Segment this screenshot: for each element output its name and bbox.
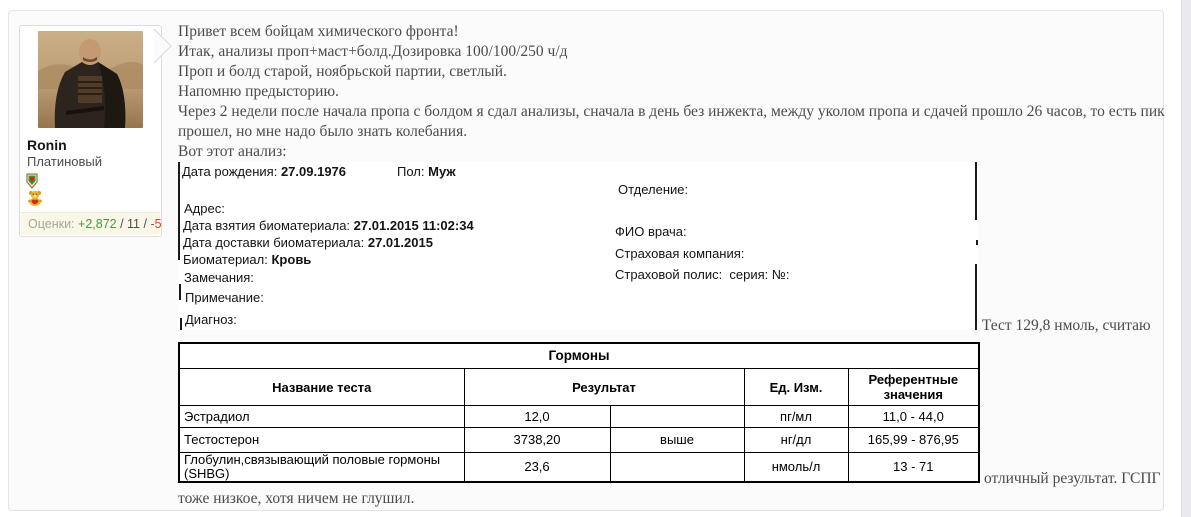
ratings-middle: / 11 / [116, 217, 151, 231]
field-diagnosis: Диагноз: [185, 312, 237, 327]
field-doctor: ФИО врача: [615, 224, 687, 239]
table-title-row [179, 343, 979, 369]
field-sex: Пол: Муж [397, 164, 456, 179]
samurai-avatar-image [38, 31, 143, 128]
cell-result: 3738,20 [464, 428, 610, 453]
cell-flag [610, 453, 744, 483]
forum-post-panel [8, 10, 1164, 511]
scan-edge-line [975, 264, 977, 330]
table-row [179, 428, 979, 453]
cell-result: 23,6 [464, 453, 610, 483]
scan-edge-line [975, 162, 977, 220]
cell-unit: пг/мл [744, 406, 848, 428]
field-note: Примечание: [185, 290, 264, 305]
field-remarks: Замечания: [184, 270, 254, 285]
cell-ref: 11,0 - 44,0 [848, 406, 979, 428]
user-rank: Платиновый [27, 154, 103, 169]
page-scrollbar[interactable] [1181, 0, 1191, 517]
table-row [179, 406, 979, 428]
table-title: Гормоны [179, 343, 979, 369]
post-line: Итак, анализы проп+маст+болд.Дозировка 100/100/250 ч/д [178, 43, 568, 60]
ratings-label: Оценки: [28, 217, 75, 231]
cell-ref: 13 - 71 [848, 453, 979, 483]
field-biomaterial-taken: Дата взятия биоматериала: 27.01.2015 11:02:34 [183, 218, 474, 233]
ratings-negative: -5 [150, 217, 162, 231]
cell-result: 12,0 [464, 406, 610, 428]
post-closing-text: отличный результат. ГСПГ тоже низкое, хотя ничем не глушил. [178, 470, 1161, 507]
table-header-row [179, 369, 979, 406]
teddy-bear-icon [26, 190, 161, 206]
field-biomaterial-delivered: Дата доставки биоматериала: 27.01.2015 [183, 235, 433, 250]
post-line: Напомню предысторию. [178, 83, 339, 100]
user-card [19, 25, 162, 237]
bubble-arrow-icon [153, 28, 175, 68]
scan-edge-line [976, 240, 978, 245]
post-flow [178, 162, 1166, 509]
ratings-positive: +2,872 [78, 217, 117, 231]
field-policy: Страховой полис: серия: №: [615, 267, 790, 282]
post-inline-text: Тест 129,8 нмоль, считаю [981, 317, 1151, 334]
scan-edge-line [178, 162, 180, 260]
hormones-table-body [179, 343, 979, 482]
field-department: Отделение: [618, 182, 689, 197]
header-unit: Ед. Изм. [744, 369, 848, 406]
post-line: Через 2 недели после начала пропа с болдом я сдал анализы, сначала в день без инжекта, между уколом пропа и сдачей прошло 26 часов, то есть пик прошел, но мне надо было знать колебания. [178, 103, 1165, 140]
field-insurance: Страховая компания: [615, 246, 745, 261]
table-row [179, 453, 979, 483]
cell-unit: нг/дл [744, 428, 848, 453]
cell-name: Тестостерон [179, 428, 464, 453]
post-line: Проп и болд старой, ноябрьской партии, светлый. [178, 63, 507, 80]
cell-flag: выше [610, 428, 744, 453]
scan-edge-line [180, 318, 182, 330]
user-badges [26, 173, 161, 206]
header-test-name: Название теста [179, 369, 464, 406]
lab-report-image-header[interactable] [178, 162, 978, 330]
field-address: Адрес: [184, 201, 225, 216]
cell-name: Эстрадиол [179, 406, 464, 428]
lab-report-image-table[interactable] [178, 342, 980, 483]
hormones-table [178, 342, 980, 483]
cell-flag [610, 406, 744, 428]
medal-icon [26, 173, 161, 189]
post-content [178, 22, 1166, 509]
post-line: Привет всем бойцам химического фронта! [178, 23, 459, 40]
scan-edge-line [179, 284, 181, 300]
field-biomaterial: Биоматериал: Кровь [183, 252, 312, 267]
header-reference: Референтные значения [848, 369, 979, 406]
username[interactable]: Ronin [27, 137, 67, 153]
ratings-bar [21, 212, 160, 235]
field-birth-date: Дата рождения: 27.09.1976 [182, 164, 347, 179]
header-result: Результат [464, 369, 744, 406]
cell-unit: нмоль/л [744, 453, 848, 483]
cell-ref: 165,99 - 876,95 [848, 428, 979, 453]
post-line: Вот этот анализ: [178, 143, 287, 160]
cell-name: Глобулин,связывающий половые гормоны (SHBG) [179, 453, 464, 483]
user-avatar[interactable] [38, 31, 143, 128]
